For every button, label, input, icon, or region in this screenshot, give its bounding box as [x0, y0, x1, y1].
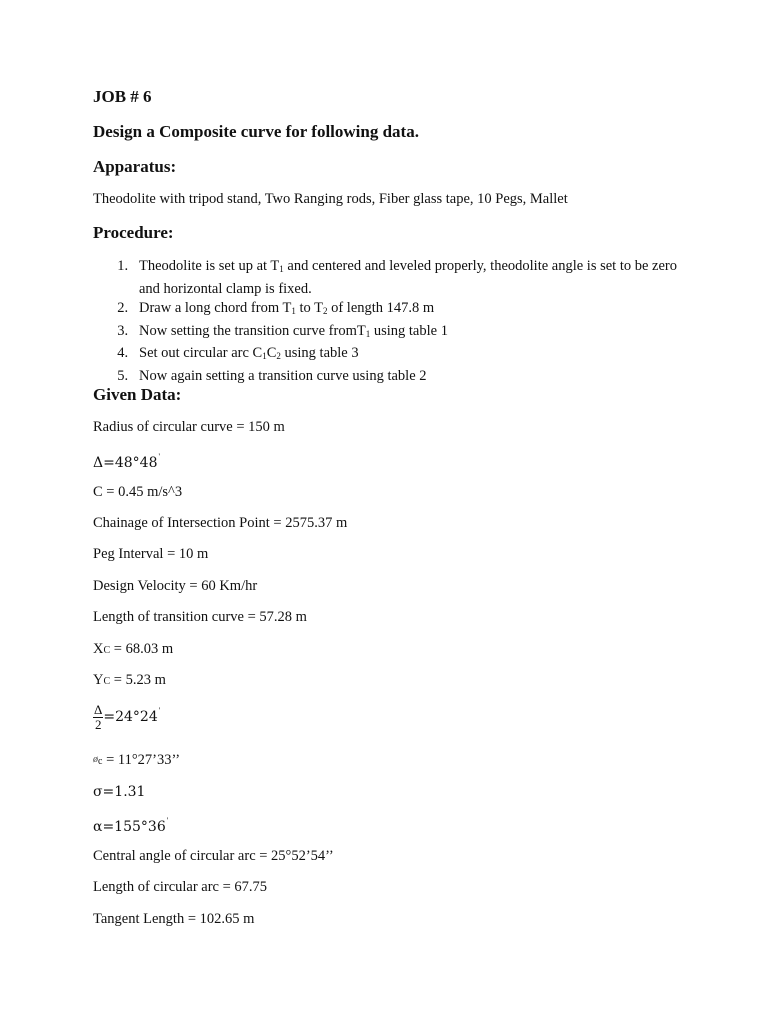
procedure-text-part: to T — [295, 300, 323, 316]
phi-subscript: c — [98, 756, 103, 767]
phi-symbol: ø — [93, 754, 98, 765]
phi-line — [93, 752, 180, 769]
tangent-length-line: Tangent Length = 102.65 m — [93, 911, 255, 927]
procedure-text — [139, 322, 683, 345]
procedure-text-part: Now setting the transition curve fromT — [139, 322, 366, 339]
subscript: 1 — [262, 351, 267, 361]
procedure-number — [93, 299, 139, 322]
given-data-heading: Given Data: — [93, 385, 182, 404]
procedure-number — [93, 367, 139, 387]
procedure-text-part: Set out circular arc C — [139, 345, 263, 361]
procedure-number — [93, 344, 139, 367]
yc-line — [93, 672, 166, 689]
prime-mark: ' — [166, 816, 169, 825]
half-delta-value: =24°24 — [103, 708, 158, 725]
procedure-text — [139, 367, 683, 387]
xc-line — [93, 641, 173, 658]
alpha-text: α=155°36 — [93, 819, 166, 835]
sigma-line: σ=1.31 — [93, 784, 146, 800]
procedure-text-part: C — [266, 345, 277, 361]
procedure-text-part: Theodolite is set up at T — [139, 258, 280, 274]
subscript: 2 — [276, 351, 281, 361]
subscript: 1 — [291, 306, 296, 316]
prime-mark: ' — [158, 452, 160, 461]
delta-line — [93, 452, 160, 472]
procedure-text-part: Now again setting a transition curve using table 2 — [139, 367, 427, 384]
xc-subscript: C — [103, 645, 111, 656]
fraction-numerator: Δ — [94, 702, 103, 717]
yc-label: Y — [93, 672, 104, 688]
procedure-number-text: 2. — [117, 300, 129, 316]
procedure-number-text: 1. — [117, 258, 129, 274]
arc-length-line: Length of circular arc = 67.75 — [93, 879, 268, 895]
delta-text: Δ=48°48 — [93, 455, 158, 471]
procedure-number-text: 3. — [117, 322, 129, 339]
subscript: 1 — [365, 328, 371, 339]
design-velocity-line: Design Velocity = 60 Km/hr — [93, 578, 258, 594]
procedure-heading: Procedure: — [93, 223, 174, 242]
procedure-item-5 — [93, 367, 683, 387]
procedure-text-part: using table 3 — [280, 345, 359, 361]
alpha-line — [93, 816, 168, 836]
procedure-item-4 — [93, 344, 683, 367]
procedure-item-1 — [93, 257, 683, 299]
yc-value: = 5.23 m — [113, 672, 166, 688]
procedure-item-2 — [93, 299, 683, 322]
procedure-list — [93, 257, 683, 386]
half-delta-line — [93, 703, 160, 732]
subscript: 2 — [322, 306, 328, 316]
procedure-text-part: of length 147.8 m — [327, 300, 435, 316]
procedure-text-part: using table 1 — [370, 322, 448, 339]
central-angle-line: Central angle of circular arc = 25°52’54’’ — [93, 848, 334, 864]
fraction-denominator: 2 — [94, 717, 102, 732]
procedure-text — [139, 257, 683, 299]
job-title: JOB # 6 — [93, 87, 152, 106]
procedure-text — [139, 344, 683, 367]
procedure-item-3 — [93, 322, 683, 345]
xc-label: X — [93, 641, 104, 657]
procedure-text-part: and centered and leveled properly, theodolite angle is set to be zero and horizontal clamp is fixed. — [139, 258, 678, 297]
apparatus-text: Theodolite with tripod stand, Two Ranging rods, Fiber glass tape, 10 Pegs, Mallet — [93, 191, 568, 207]
half-delta-fraction — [93, 703, 103, 732]
xc-value: = 68.03 m — [113, 641, 174, 657]
chainage-line: Chainage of Intersection Point = 2575.37 m — [93, 515, 348, 531]
prime-mark: ' — [158, 705, 161, 715]
procedure-text — [139, 299, 683, 322]
c-value-line: C = 0.45 m/s^3 — [93, 484, 183, 500]
apparatus-heading: Apparatus: — [93, 157, 177, 176]
radius-line: Radius of circular curve = 150 m — [93, 419, 285, 435]
phi-value: = 11°27’33’’ — [102, 752, 181, 768]
procedure-number — [93, 257, 139, 299]
procedure-text-part: Draw a long chord from T — [139, 300, 292, 316]
procedure-number-text: 4. — [117, 345, 129, 361]
procedure-number-text: 5. — [117, 367, 129, 384]
yc-subscript: C — [103, 676, 111, 687]
transition-length-line: Length of transition curve = 57.28 m — [93, 609, 307, 625]
design-title: Design a Composite curve for following data. — [93, 122, 419, 141]
procedure-number — [93, 322, 139, 345]
subscript: 1 — [279, 264, 284, 274]
peg-interval-line: Peg Interval = 10 m — [93, 546, 209, 562]
